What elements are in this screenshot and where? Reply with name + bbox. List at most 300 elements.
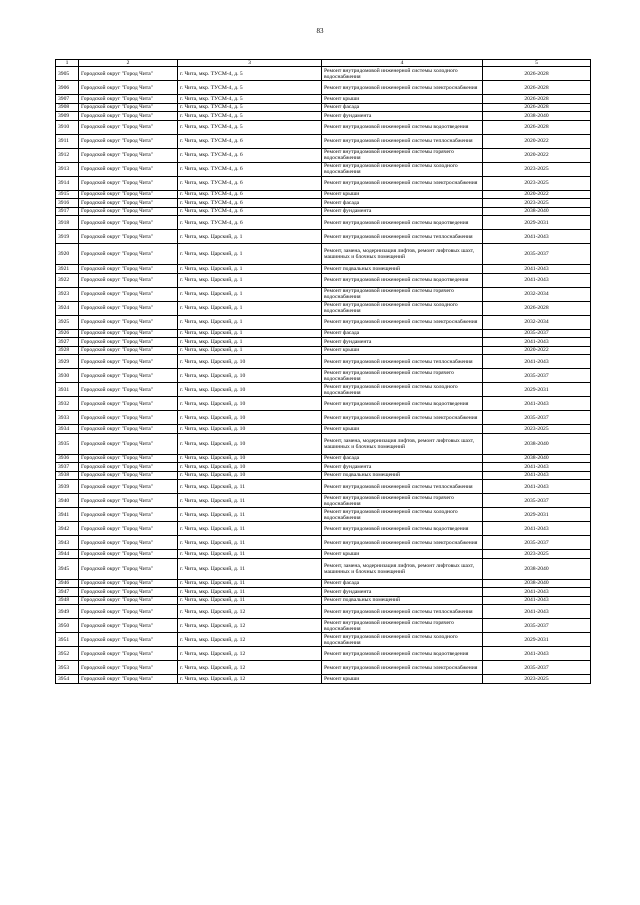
- table-row: [56, 369, 591, 383]
- work-type-cell: Ремонт фасада: [322, 199, 483, 208]
- table-row: [56, 162, 591, 176]
- municipality-cell: Городской округ "Город Чита": [79, 471, 178, 480]
- period-cell: 2020-2022: [483, 190, 591, 199]
- period-cell: 2023-2025: [483, 162, 591, 176]
- row-number-cell: 3952: [56, 647, 79, 661]
- address-cell: г. Чита, мкр. Царский, д. 1: [178, 273, 322, 287]
- address-cell: г. Чита, мкр. Царский, д. 12: [178, 619, 322, 633]
- work-type-cell: Ремонт фасада: [322, 454, 483, 463]
- table-row: [56, 95, 591, 104]
- repair-program-table: [55, 59, 591, 684]
- row-number-cell: 3926: [56, 329, 79, 338]
- table-row: [56, 471, 591, 480]
- municipality-cell: Городской округ "Город Чита": [79, 579, 178, 588]
- municipality-cell: Городской округ "Город Чита": [79, 558, 178, 579]
- table-row: [56, 480, 591, 494]
- period-cell: 2035-2037: [483, 494, 591, 508]
- row-number-cell: 3945: [56, 558, 79, 579]
- period-cell: 2041-2043: [483, 588, 591, 597]
- municipality-cell: Городской округ "Город Чита": [79, 369, 178, 383]
- period-cell: 2035-2037: [483, 661, 591, 675]
- period-cell: 2029-2031: [483, 216, 591, 230]
- municipality-cell: Городской округ "Город Чита": [79, 95, 178, 104]
- period-cell: 2032-2034: [483, 315, 591, 329]
- period-cell: 2041-2043: [483, 596, 591, 605]
- address-cell: г. Чита, мкр. ТУСМ-4, д. 6: [178, 207, 322, 216]
- row-number-cell: 3922: [56, 273, 79, 287]
- row-number-cell: 3934: [56, 425, 79, 434]
- row-number-cell: 3943: [56, 536, 79, 550]
- work-type-cell: Ремонт внутридомовой инженерной системы теплоснабжения: [322, 230, 483, 244]
- municipality-cell: Городской округ "Город Чита": [79, 550, 178, 559]
- row-number-cell: 3946: [56, 579, 79, 588]
- municipality-cell: Городской округ "Город Чита": [79, 103, 178, 112]
- work-type-cell: Ремонт, замена, модернизация лифтов, ремонт лифтовых шахт, машинных и блочных помещений: [322, 244, 483, 265]
- work-type-cell: Ремонт крыши: [322, 190, 483, 199]
- table-row: [56, 67, 591, 81]
- municipality-cell: Городской округ "Город Чита": [79, 134, 178, 148]
- work-type-cell: Ремонт внутридомовой инженерной системы холодного водоснабжения: [322, 162, 483, 176]
- row-number-cell: 3954: [56, 675, 79, 684]
- period-cell: 2038-2040: [483, 207, 591, 216]
- row-number-cell: 3916: [56, 199, 79, 208]
- table-row: [56, 633, 591, 647]
- address-cell: г. Чита, мкр. Царский, д. 1: [178, 315, 322, 329]
- row-number-cell: 3907: [56, 95, 79, 104]
- work-type-cell: Ремонт внутридомовой инженерной системы теплоснабжения: [322, 134, 483, 148]
- row-number-cell: 3936: [56, 454, 79, 463]
- period-cell: 2038-2040: [483, 433, 591, 454]
- address-cell: г. Чита, мкр. ТУСМ-4, д. 5: [178, 103, 322, 112]
- row-number-cell: 3949: [56, 605, 79, 619]
- table-row: [56, 265, 591, 274]
- work-type-cell: Ремонт внутридомовой инженерной системы холодного водоснабжения: [322, 383, 483, 397]
- row-number-cell: 3923: [56, 287, 79, 301]
- work-type-cell: Ремонт крыши: [322, 550, 483, 559]
- period-cell: 2038-2040: [483, 579, 591, 588]
- row-number-cell: 3925: [56, 315, 79, 329]
- table-row: [56, 216, 591, 230]
- row-number-cell: 3953: [56, 661, 79, 675]
- work-type-cell: Ремонт, замена, модернизация лифтов, ремонт лифтовых шахт, машинных и блочных помещений: [322, 558, 483, 579]
- period-cell: 2041-2043: [483, 273, 591, 287]
- work-type-cell: Ремонт внутридомовой инженерной системы горячего водоснабжения: [322, 619, 483, 633]
- municipality-cell: Городской округ "Город Чита": [79, 216, 178, 230]
- address-cell: г. Чита, мкр. Царский, д. 11: [178, 494, 322, 508]
- table-row: [56, 558, 591, 579]
- period-cell: 2041-2043: [483, 480, 591, 494]
- work-type-cell: Ремонт фундамента: [322, 207, 483, 216]
- work-type-cell: Ремонт, замена, модернизация лифтов, ремонт лифтовых шахт, машинных и блочных помещений: [322, 433, 483, 454]
- address-cell: г. Чита, мкр. Царский, д. 11: [178, 579, 322, 588]
- period-cell: 2035-2037: [483, 536, 591, 550]
- work-type-cell: Ремонт внутридомовой инженерной системы электроснабжения: [322, 661, 483, 675]
- municipality-cell: Городской округ "Город Чита": [79, 244, 178, 265]
- address-cell: г. Чита, мкр. Царский, д. 10: [178, 433, 322, 454]
- work-type-cell: Ремонт внутридомовой инженерной системы горячего водоснабжения: [322, 369, 483, 383]
- table-row: [56, 661, 591, 675]
- table-row: [56, 454, 591, 463]
- table-row: [56, 244, 591, 265]
- row-number-cell: 3942: [56, 522, 79, 536]
- municipality-cell: Городской округ "Город Чита": [79, 67, 178, 81]
- period-cell: 2035-2037: [483, 411, 591, 425]
- municipality-cell: Городской округ "Город Чита": [79, 273, 178, 287]
- work-type-cell: Ремонт внутридомовой инженерной системы теплоснабжения: [322, 605, 483, 619]
- row-number-cell: 3944: [56, 550, 79, 559]
- period-cell: 2026-2028: [483, 67, 591, 81]
- work-type-cell: Ремонт фундамента: [322, 463, 483, 472]
- period-cell: 2041-2043: [483, 338, 591, 347]
- page-number: 83: [316, 27, 324, 35]
- period-cell: 2038-2040: [483, 454, 591, 463]
- work-type-cell: Ремонт фундамента: [322, 112, 483, 121]
- row-number-cell: 3906: [56, 81, 79, 95]
- row-number-cell: 3909: [56, 112, 79, 121]
- municipality-cell: Городской округ "Город Чита": [79, 536, 178, 550]
- period-cell: 2026-2028: [483, 103, 591, 112]
- row-number-cell: 3935: [56, 433, 79, 454]
- column-number-row: [56, 60, 591, 67]
- municipality-cell: Городской округ "Город Чита": [79, 199, 178, 208]
- municipality-cell: Городской округ "Город Чита": [79, 230, 178, 244]
- period-cell: 2026-2028: [483, 81, 591, 95]
- row-number-cell: 3912: [56, 148, 79, 162]
- period-cell: 2026-2028: [483, 120, 591, 134]
- address-cell: г. Чита, мкр. ТУСМ-4, д. 5: [178, 67, 322, 81]
- address-cell: г. Чита, мкр. Царский, д. 11: [178, 536, 322, 550]
- address-cell: г. Чита, мкр. Царский, д. 12: [178, 605, 322, 619]
- row-number-cell: 3939: [56, 480, 79, 494]
- row-number-cell: 3918: [56, 216, 79, 230]
- row-number-cell: 3919: [56, 230, 79, 244]
- table-row: [56, 230, 591, 244]
- address-cell: г. Чита, мкр. Царский, д. 11: [178, 508, 322, 522]
- row-number-cell: 3913: [56, 162, 79, 176]
- work-type-cell: Ремонт подвальных помещений: [322, 471, 483, 480]
- municipality-cell: Городской округ "Город Чита": [79, 605, 178, 619]
- municipality-cell: Городской округ "Город Чита": [79, 346, 178, 355]
- work-type-cell: Ремонт внутридомовой инженерной системы водоотведения: [322, 647, 483, 661]
- address-cell: г. Чита, мкр. Царский, д. 1: [178, 346, 322, 355]
- address-cell: г. Чита, мкр. Царский, д. 10: [178, 471, 322, 480]
- period-cell: 2020-2022: [483, 134, 591, 148]
- municipality-cell: Городской округ "Город Чита": [79, 619, 178, 633]
- municipality-cell: Городской округ "Город Чита": [79, 190, 178, 199]
- table-row: [56, 433, 591, 454]
- municipality-cell: Городской округ "Город Чита": [79, 120, 178, 134]
- column-number-4: 4: [322, 60, 483, 67]
- row-number-cell: 3940: [56, 494, 79, 508]
- address-cell: г. Чита, мкр. ТУСМ-4, д. 6: [178, 190, 322, 199]
- work-type-cell: Ремонт внутридомовой инженерной системы электроснабжения: [322, 411, 483, 425]
- address-cell: г. Чита, мкр. Царский, д. 10: [178, 411, 322, 425]
- period-cell: 2023-2025: [483, 425, 591, 434]
- row-number-cell: 3941: [56, 508, 79, 522]
- municipality-cell: Городской округ "Город Чита": [79, 301, 178, 315]
- municipality-cell: Городской округ "Город Чита": [79, 661, 178, 675]
- row-number-cell: 3915: [56, 190, 79, 199]
- period-cell: 2041-2043: [483, 355, 591, 369]
- table-row: [56, 508, 591, 522]
- municipality-cell: Городской округ "Город Чита": [79, 207, 178, 216]
- table-body: [56, 60, 591, 684]
- table-row: [56, 329, 591, 338]
- municipality-cell: Городской округ "Город Чита": [79, 148, 178, 162]
- row-number-cell: 3927: [56, 338, 79, 347]
- table-row: [56, 273, 591, 287]
- work-type-cell: Ремонт внутридомовой инженерной системы холодного водоснабжения: [322, 301, 483, 315]
- address-cell: г. Чита, мкр. Царский, д. 11: [178, 480, 322, 494]
- municipality-cell: Городской округ "Город Чита": [79, 588, 178, 597]
- municipality-cell: Городской округ "Город Чита": [79, 265, 178, 274]
- table-row: [56, 619, 591, 633]
- work-type-cell: Ремонт внутридомовой инженерной системы теплоснабжения: [322, 480, 483, 494]
- address-cell: г. Чита, мкр. Царский, д. 10: [178, 355, 322, 369]
- work-type-cell: Ремонт внутридомовой инженерной системы водоотведения: [322, 397, 483, 411]
- table-row: [56, 605, 591, 619]
- table-row: [56, 675, 591, 684]
- work-type-cell: Ремонт подвальных помещений: [322, 596, 483, 605]
- row-number-cell: 3947: [56, 588, 79, 597]
- address-cell: г. Чита, мкр. Царский, д. 1: [178, 301, 322, 315]
- work-type-cell: Ремонт внутридомовой инженерной системы водоотведения: [322, 273, 483, 287]
- table-row: [56, 579, 591, 588]
- period-cell: 2035-2037: [483, 369, 591, 383]
- table-row: [56, 397, 591, 411]
- work-type-cell: Ремонт внутридомовой инженерной системы горячего водоснабжения: [322, 494, 483, 508]
- period-cell: 2035-2037: [483, 329, 591, 338]
- work-type-cell: Ремонт внутридомовой инженерной системы электроснабжения: [322, 176, 483, 190]
- period-cell: 2020-2022: [483, 148, 591, 162]
- row-number-cell: 3908: [56, 103, 79, 112]
- table-row: [56, 338, 591, 347]
- period-cell: 2026-2028: [483, 95, 591, 104]
- municipality-cell: Городской округ "Город Чита": [79, 647, 178, 661]
- address-cell: г. Чита, мкр. Царский, д. 12: [178, 661, 322, 675]
- address-cell: г. Чита, мкр. Царский, д. 10: [178, 383, 322, 397]
- address-cell: г. Чита, мкр. Царский, д. 1: [178, 244, 322, 265]
- address-cell: г. Чита, мкр. ТУСМ-4, д. 6: [178, 148, 322, 162]
- municipality-cell: Городской округ "Город Чита": [79, 425, 178, 434]
- column-number-2: 2: [79, 60, 178, 67]
- address-cell: г. Чита, мкр. Царский, д. 1: [178, 265, 322, 274]
- work-type-cell: Ремонт крыши: [322, 95, 483, 104]
- municipality-cell: Городской округ "Город Чита": [79, 112, 178, 121]
- row-number-cell: 3924: [56, 301, 79, 315]
- row-number-cell: 3929: [56, 355, 79, 369]
- address-cell: г. Чита, мкр. Царский, д. 1: [178, 329, 322, 338]
- table-row: [56, 550, 591, 559]
- period-cell: 2041-2043: [483, 471, 591, 480]
- column-number-1: 1: [56, 60, 79, 67]
- work-type-cell: Ремонт фундамента: [322, 588, 483, 597]
- table-row: [56, 112, 591, 121]
- municipality-cell: Городской округ "Город Чита": [79, 411, 178, 425]
- row-number-cell: 3921: [56, 265, 79, 274]
- table-row: [56, 522, 591, 536]
- municipality-cell: Городской округ "Город Чита": [79, 494, 178, 508]
- row-number-cell: 3914: [56, 176, 79, 190]
- row-number-cell: 3931: [56, 383, 79, 397]
- table-row: [56, 536, 591, 550]
- table-row: [56, 134, 591, 148]
- address-cell: г. Чита, мкр. ТУСМ-4, д. 5: [178, 112, 322, 121]
- row-number-cell: 3950: [56, 619, 79, 633]
- municipality-cell: Городской округ "Город Чита": [79, 508, 178, 522]
- table-row: [56, 346, 591, 355]
- address-cell: г. Чита, мкр. Царский, д. 11: [178, 550, 322, 559]
- municipality-cell: Городской округ "Город Чита": [79, 355, 178, 369]
- work-type-cell: Ремонт внутридомовой инженерной системы горячего водоснабжения: [322, 287, 483, 301]
- municipality-cell: Городской округ "Город Чита": [79, 162, 178, 176]
- address-cell: г. Чита, мкр. Царский, д. 12: [178, 633, 322, 647]
- address-cell: г. Чита, мкр. Царский, д. 1: [178, 230, 322, 244]
- address-cell: г. Чита, мкр. Царский, д. 12: [178, 675, 322, 684]
- row-number-cell: 3951: [56, 633, 79, 647]
- row-number-cell: 3905: [56, 67, 79, 81]
- address-cell: г. Чита, мкр. Царский, д. 10: [178, 454, 322, 463]
- municipality-cell: Городской округ "Город Чита": [79, 397, 178, 411]
- address-cell: г. Чита, мкр. Царский, д. 1: [178, 338, 322, 347]
- row-number-cell: 3948: [56, 596, 79, 605]
- table-row: [56, 103, 591, 112]
- table-row: [56, 301, 591, 315]
- row-number-cell: 3928: [56, 346, 79, 355]
- work-type-cell: Ремонт внутридомовой инженерной системы холодного водоснабжения: [322, 633, 483, 647]
- address-cell: г. Чита, мкр. Царский, д. 10: [178, 397, 322, 411]
- period-cell: 2023-2025: [483, 199, 591, 208]
- municipality-cell: Городской округ "Город Чита": [79, 454, 178, 463]
- period-cell: 2029-2031: [483, 383, 591, 397]
- municipality-cell: Городской округ "Город Чита": [79, 633, 178, 647]
- address-cell: г. Чита, мкр. ТУСМ-4, д. 6: [178, 134, 322, 148]
- table-row: [56, 647, 591, 661]
- municipality-cell: Городской округ "Город Чита": [79, 81, 178, 95]
- address-cell: г. Чита, мкр. ТУСМ-4, д. 5: [178, 81, 322, 95]
- period-cell: 2041-2043: [483, 522, 591, 536]
- work-type-cell: Ремонт крыши: [322, 675, 483, 684]
- municipality-cell: Городской округ "Город Чита": [79, 315, 178, 329]
- row-number-cell: 3910: [56, 120, 79, 134]
- work-type-cell: Ремонт внутридомовой инженерной системы холодного водоснабжения: [322, 508, 483, 522]
- table-row: [56, 355, 591, 369]
- address-cell: г. Чита, мкр. Царский, д. 11: [178, 588, 322, 597]
- period-cell: 2038-2040: [483, 112, 591, 121]
- period-cell: 2023-2025: [483, 675, 591, 684]
- work-type-cell: Ремонт крыши: [322, 425, 483, 434]
- municipality-cell: Городской округ "Город Чита": [79, 287, 178, 301]
- address-cell: г. Чита, мкр. ТУСМ-4, д. 5: [178, 120, 322, 134]
- table-row: [56, 588, 591, 597]
- table-row: [56, 176, 591, 190]
- period-cell: 2029-2031: [483, 633, 591, 647]
- table-row: [56, 148, 591, 162]
- work-type-cell: Ремонт фасада: [322, 579, 483, 588]
- municipality-cell: Городской округ "Город Чита": [79, 433, 178, 454]
- municipality-cell: Городской округ "Город Чита": [79, 463, 178, 472]
- period-cell: 2041-2043: [483, 230, 591, 244]
- work-type-cell: Ремонт внутридомовой инженерной системы горячего водоснабжения: [322, 148, 483, 162]
- work-type-cell: Ремонт фасада: [322, 103, 483, 112]
- work-type-cell: Ремонт фасада: [322, 329, 483, 338]
- row-number-cell: 3920: [56, 244, 79, 265]
- work-type-cell: Ремонт внутридомовой инженерной системы теплоснабжения: [322, 355, 483, 369]
- row-number-cell: 3930: [56, 369, 79, 383]
- table-row: [56, 596, 591, 605]
- work-type-cell: Ремонт внутридомовой инженерной системы водоотведения: [322, 522, 483, 536]
- address-cell: г. Чита, мкр. Царский, д. 10: [178, 463, 322, 472]
- row-number-cell: 3933: [56, 411, 79, 425]
- work-type-cell: Ремонт внутридомовой инженерной системы электроснабжения: [322, 81, 483, 95]
- table-row: [56, 315, 591, 329]
- period-cell: 2035-2037: [483, 619, 591, 633]
- address-cell: г. Чита, мкр. ТУСМ-4, д. 6: [178, 216, 322, 230]
- work-type-cell: Ремонт фундамента: [322, 338, 483, 347]
- row-number-cell: 3937: [56, 463, 79, 472]
- address-cell: г. Чита, мкр. Царский, д. 10: [178, 369, 322, 383]
- address-cell: г. Чита, мкр. Царский, д. 12: [178, 647, 322, 661]
- municipality-cell: Городской округ "Город Чита": [79, 338, 178, 347]
- table-row: [56, 463, 591, 472]
- work-type-cell: Ремонт подвальных помещений: [322, 265, 483, 274]
- address-cell: г. Чита, мкр. ТУСМ-4, д. 6: [178, 162, 322, 176]
- address-cell: г. Чита, мкр. Царский, д. 11: [178, 558, 322, 579]
- table-row: [56, 207, 591, 216]
- period-cell: 2041-2043: [483, 463, 591, 472]
- table-row: [56, 190, 591, 199]
- work-type-cell: Ремонт внутридомовой инженерной системы водоотведения: [322, 216, 483, 230]
- address-cell: г. Чита, мкр. Царский, д. 10: [178, 425, 322, 434]
- work-type-cell: Ремонт внутридомовой инженерной системы водоотведения: [322, 120, 483, 134]
- table-row: [56, 425, 591, 434]
- work-type-cell: Ремонт внутридомовой инженерной системы холодного водоснабжения: [322, 67, 483, 81]
- period-cell: 2029-2031: [483, 508, 591, 522]
- period-cell: 2041-2043: [483, 605, 591, 619]
- row-number-cell: 3932: [56, 397, 79, 411]
- period-cell: 2026-2028: [483, 301, 591, 315]
- table-row: [56, 411, 591, 425]
- period-cell: 2023-2025: [483, 550, 591, 559]
- municipality-cell: Городской округ "Город Чита": [79, 675, 178, 684]
- work-type-cell: Ремонт внутридомовой инженерной системы электроснабжения: [322, 315, 483, 329]
- table-row: [56, 81, 591, 95]
- municipality-cell: Городской округ "Город Чита": [79, 176, 178, 190]
- address-cell: г. Чита, мкр. ТУСМ-4, д. 6: [178, 199, 322, 208]
- column-number-5: 5: [483, 60, 591, 67]
- period-cell: 2023-2025: [483, 176, 591, 190]
- table-row: [56, 199, 591, 208]
- municipality-cell: Городской округ "Город Чита": [79, 522, 178, 536]
- period-cell: 2041-2043: [483, 265, 591, 274]
- row-number-cell: 3917: [56, 207, 79, 216]
- row-number-cell: 3911: [56, 134, 79, 148]
- table-row: [56, 494, 591, 508]
- municipality-cell: Городской округ "Город Чита": [79, 329, 178, 338]
- municipality-cell: Городской округ "Город Чита": [79, 383, 178, 397]
- address-cell: г. Чита, мкр. Царский, д. 11: [178, 596, 322, 605]
- period-cell: 2020-2022: [483, 346, 591, 355]
- period-cell: 2035-2037: [483, 244, 591, 265]
- municipality-cell: Городской округ "Город Чита": [79, 596, 178, 605]
- row-number-cell: 3938: [56, 471, 79, 480]
- address-cell: г. Чита, мкр. Царский, д. 11: [178, 522, 322, 536]
- address-cell: г. Чита, мкр. ТУСМ-4, д. 6: [178, 176, 322, 190]
- period-cell: 2041-2043: [483, 647, 591, 661]
- table-row: [56, 383, 591, 397]
- table-row: [56, 120, 591, 134]
- address-cell: г. Чита, мкр. ТУСМ-4, д. 5: [178, 95, 322, 104]
